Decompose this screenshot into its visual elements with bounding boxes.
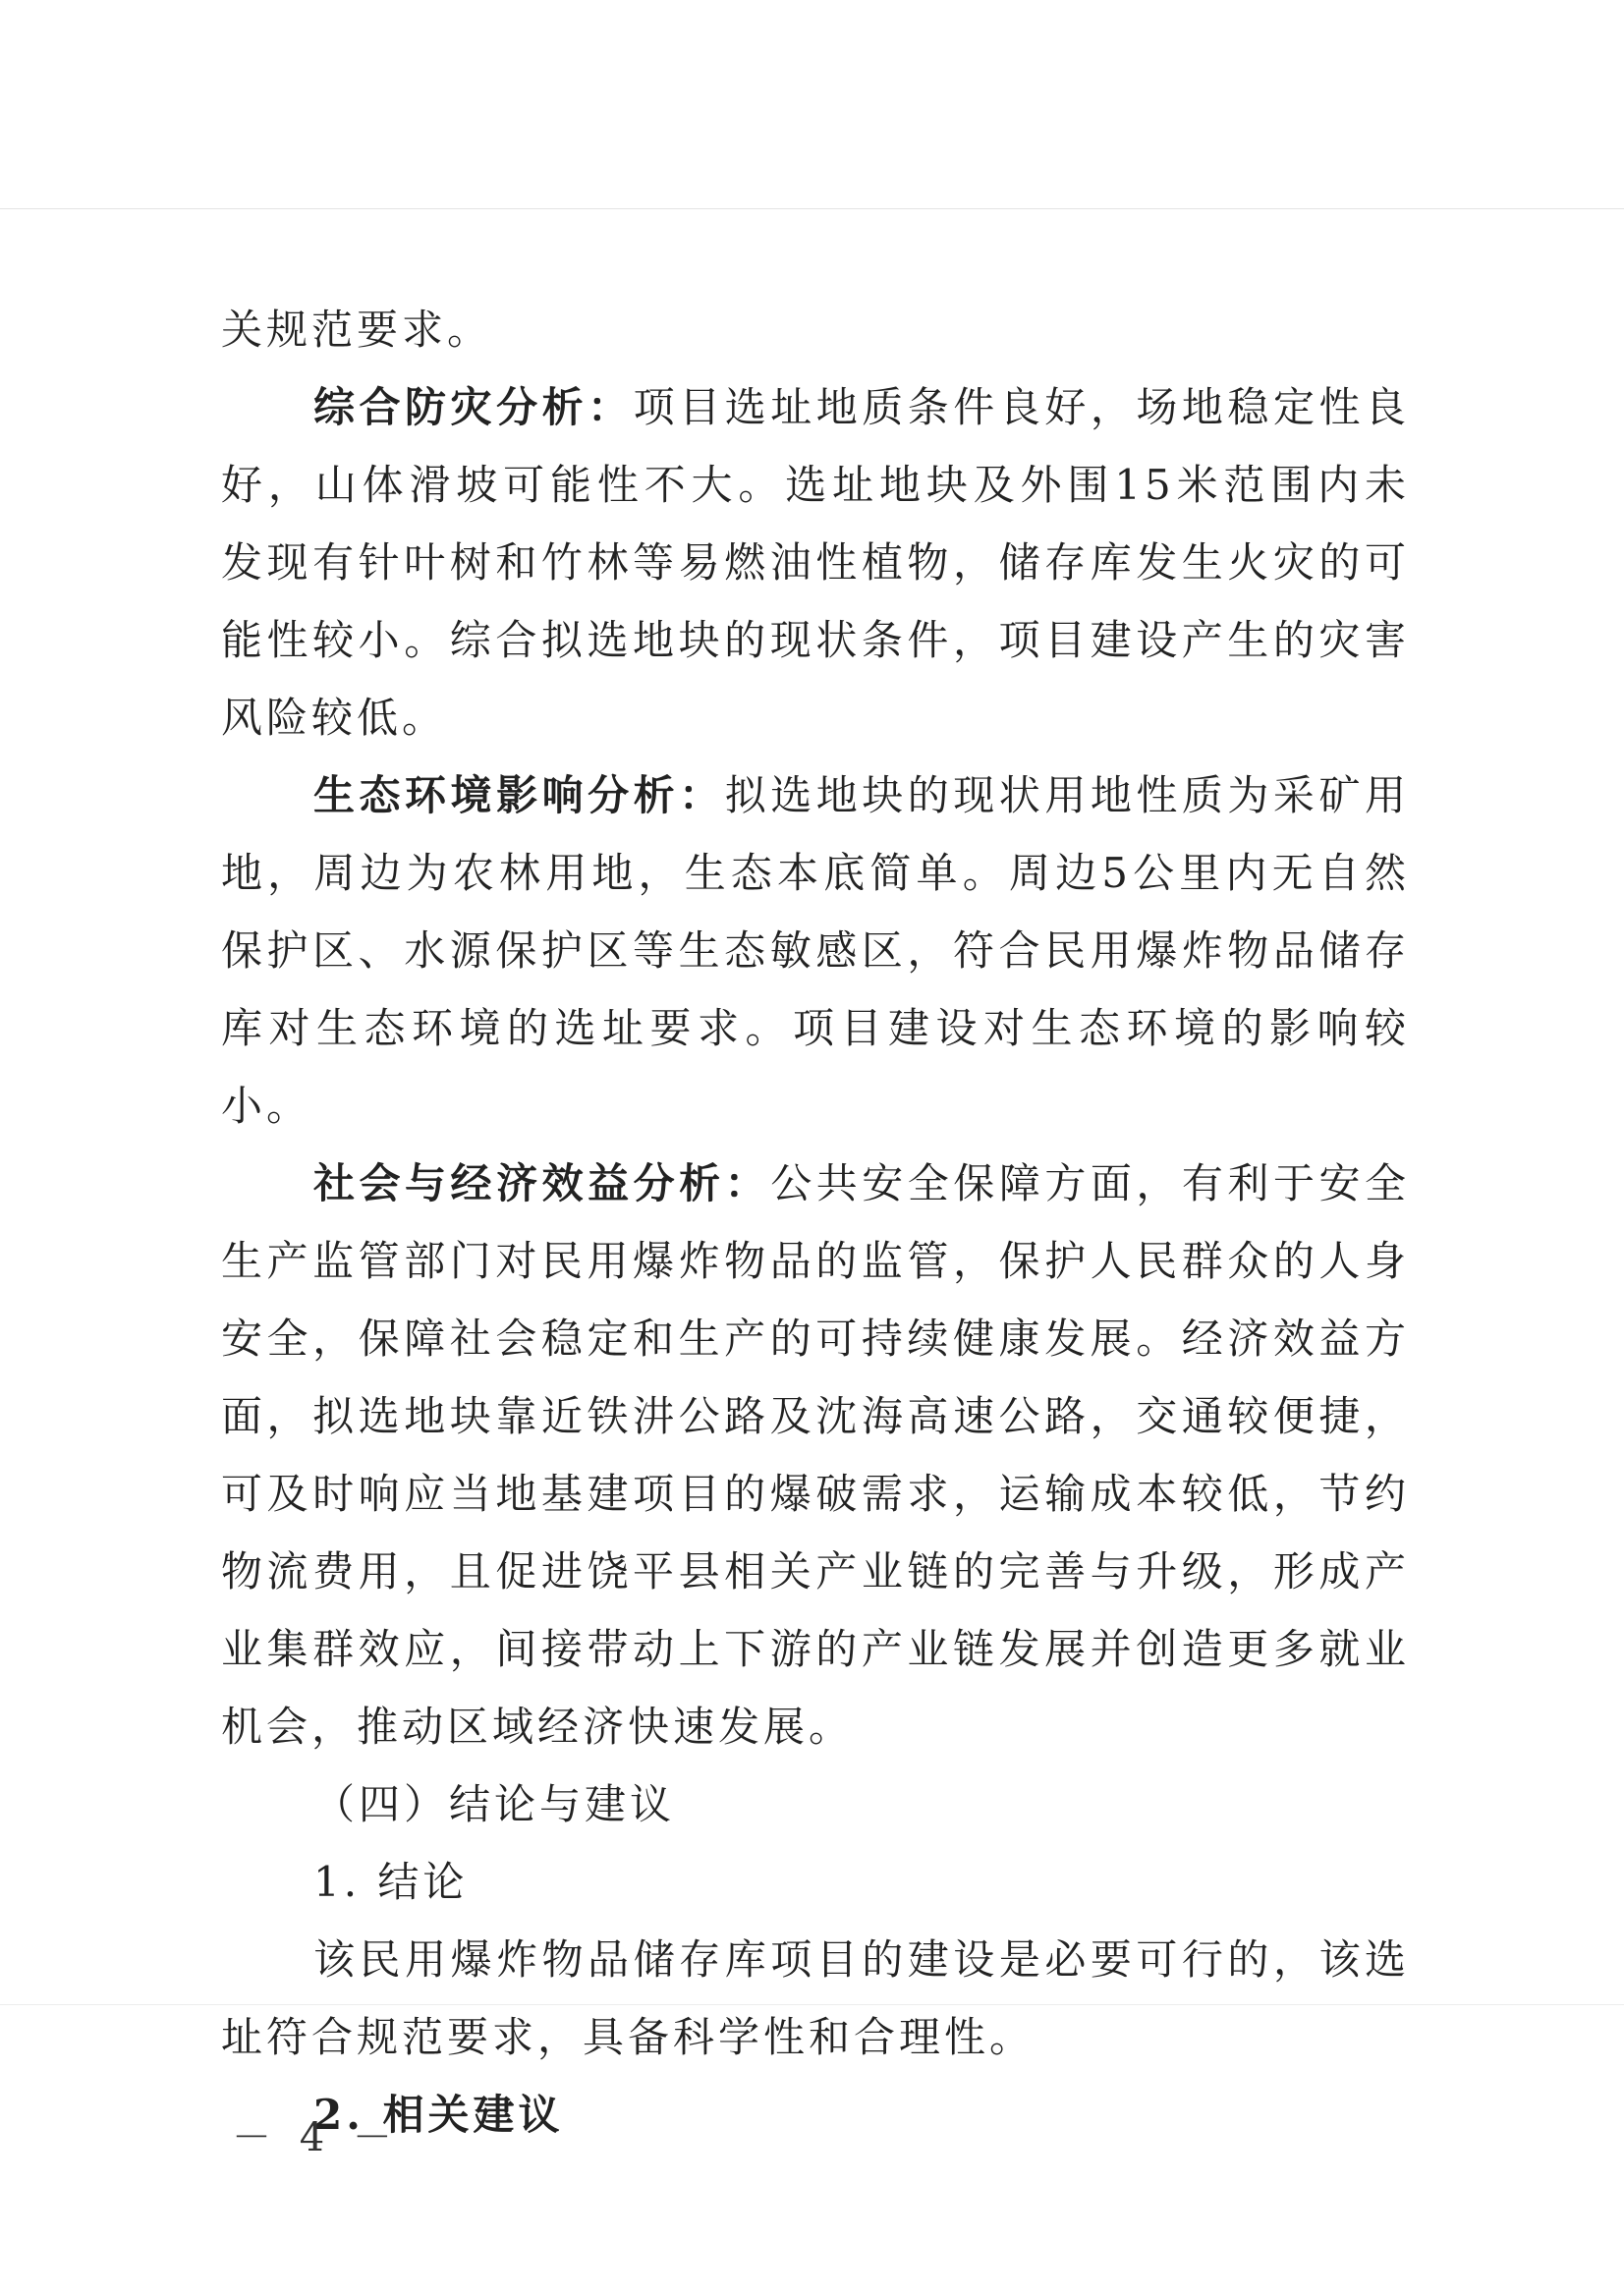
paragraph-text: 拟选地块的现状用地性质为采矿用地，周边为农林用地，生态本底简单。周边5公里内无自然保护区、水源保护区等生态敏感区，符合民用爆炸物品储存库对生态环境的选址要求。项目建设对生态环境的影响较小。 [221,771,1410,1130]
section-heading: （四）结论与建议 [313,1780,676,1828]
scan-edge-top [0,208,1624,209]
paragraph-text: 公共安全保障方面，有利于安全生产监管部门对民用爆炸物品的监管，保护人民群众的人身安全，保障社会稳定和生产的可持续健康发展。经济效益方面，拟选地块靠近铁汫公路及沈海高速公路，交通较便捷，可及时响应当地基建项目的爆破需求，运输成本较低，节约物流费用，且促进饶平县相关产业链的完善与升级，形成产业集群效应，间接带动上下游的产业链发展并创造更多就业机会，推动区域经济快速发展。 [221,1159,1410,1751]
paragraph-lead: 综合防灾分析： [313,383,634,431]
paragraph-continuation [221,291,1410,368]
scan-edge-bottom [0,2004,1624,2005]
paragraph-text: 关规范要求。 [221,306,493,354]
page-number: － 4 － [232,2115,400,2160]
paragraph-lead: 社会与经济效益分析： [313,1159,771,1207]
paragraph-benefit-analysis [221,1145,1410,1765]
subheading-recommendations: 2. 相关建议 [313,2091,564,2139]
document-body [221,291,1410,2154]
paragraph-conclusion: 该民用爆炸物品储存库项目的建设是必要可行的，该选址符合规范要求，具备科学性和合理性。 [221,1935,1410,2061]
paragraph-text: 项目选址地质条件良好，场地稳定性良好，山体滑坡可能性不大。选址地块及外围15米范围内未发现有针叶树和竹林等易燃油性植物，储存库发生火灾的可能性较小。综合拟选地块的现状条件，项目建设产生的灾害风险较低。 [221,383,1410,742]
paragraph-lead: 生态环境影响分析： [313,771,725,819]
paragraph-disaster-analysis [221,368,1410,756]
paragraph-ecology-analysis [221,756,1410,1145]
subheading-conclusion: 1. 结论 [313,1858,469,1906]
